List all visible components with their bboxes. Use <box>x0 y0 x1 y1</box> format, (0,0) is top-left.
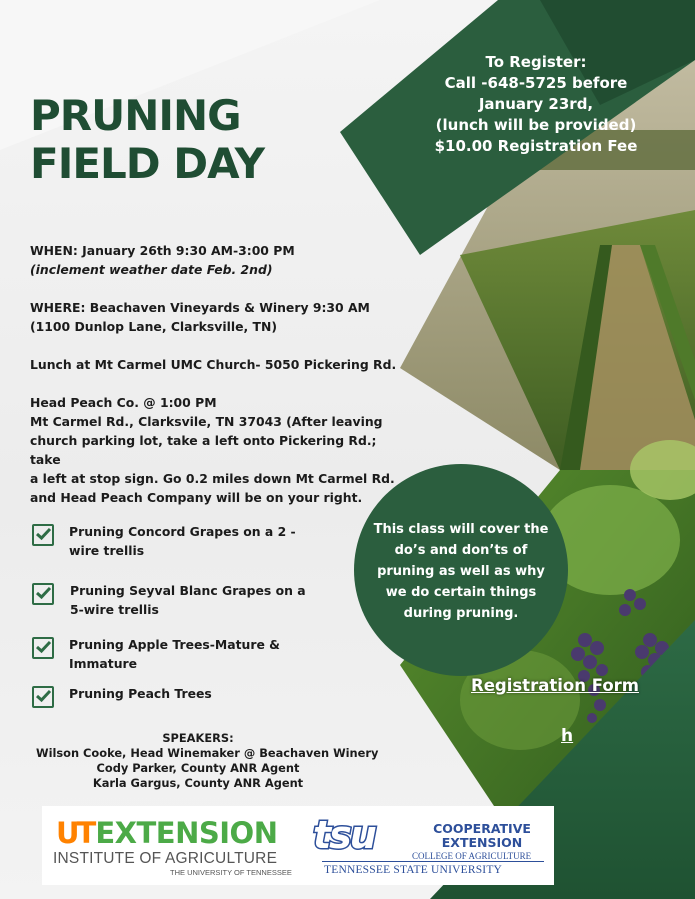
page-title <box>30 92 264 188</box>
peach-line-1: Head Peach Co. @ 1:00 PM <box>30 395 217 410</box>
class-note-line: This class will cover the <box>373 522 549 537</box>
speaker-line: Karla Gargus, County ANR Agent <box>92 776 304 790</box>
topic-text: Pruning Apple Trees-Mature & Immature <box>69 637 280 671</box>
tsu-university-text: TENNESSEE STATE UNIVERSITY <box>324 864 503 876</box>
peach-line-5: and Head Peach Company will be on your right. <box>30 490 363 505</box>
topic-text: Pruning Peach Trees <box>69 686 212 701</box>
where-address: (1100 Dunlop Lane, Clarksville, TN) <box>30 319 277 334</box>
title-line-1: PRUNING <box>30 91 241 140</box>
checkbox-check-icon <box>32 524 54 546</box>
title-line-2: FIELD DAY <box>30 139 265 188</box>
topic-text: Pruning Concord Grapes on a 2 -wire trellis <box>69 524 296 558</box>
class-note-circle <box>354 464 568 676</box>
register-fee: $10.00 Registration Fee <box>434 137 638 155</box>
peach-block <box>30 393 405 507</box>
class-note-line: during pruning. <box>403 606 519 621</box>
where-block <box>30 298 405 336</box>
ut-mark: UT <box>56 816 94 850</box>
ut-institute-text: INSTITUTE OF AGRICULTURE <box>53 850 278 867</box>
tsu-coop-extension <box>410 822 554 850</box>
tsu-logo: tsu <box>313 813 375 857</box>
where-line: WHERE: Beachaven Vineyards & Winery 9:30 AM <box>30 300 370 315</box>
peach-line-3: church parking lot, take a left onto Pickering Rd.; take <box>30 433 377 467</box>
register-lunch-note: (lunch will be provided) <box>435 116 637 134</box>
registration-form-link[interactable]: Registration Form <box>471 676 639 695</box>
class-note-line: pruning as well as why <box>377 564 545 579</box>
event-details <box>30 241 405 507</box>
speakers-block <box>36 731 379 791</box>
when-block <box>30 241 405 279</box>
register-info <box>418 52 654 157</box>
h-link-icon[interactable]: h <box>561 726 574 746</box>
class-note-line: do’s and don’ts of <box>394 543 528 558</box>
register-deadline: January 23rd, <box>478 95 594 113</box>
ut-university-text: THE UNIVERSITY OF TENNESSEE <box>170 868 292 877</box>
class-note-line: we do certain things <box>385 585 537 600</box>
tsu-coop-word: COOPERATIVE <box>433 821 531 836</box>
when-line: WHEN: January 26th 9:30 AM-3:00 PM <box>30 243 295 258</box>
speaker-line: Wilson Cooke, Head Winemaker @ Beachaven Winery <box>36 746 379 760</box>
checkbox-check-icon <box>32 686 54 708</box>
checkbox-check-icon <box>32 583 54 605</box>
speakers-heading: SPEAKERS: <box>162 731 234 745</box>
lunch-line: Lunch at Mt Carmel UMC Church- 5050 Pickering Rd. <box>30 357 397 372</box>
topic-text: Pruning Seyval Blanc Grapes on a 5-wire trellis <box>70 583 306 617</box>
tsu-divider <box>322 861 544 862</box>
peach-line-2: Mt Carmel Rd., Clarksvile, TN 37043 (After leaving <box>30 414 383 429</box>
register-heading: To Register: <box>485 53 587 71</box>
class-note-text <box>354 519 568 624</box>
peach-line-4: a left at stop sign. Go 0.2 miles down Mt Carmel Rd. <box>30 471 395 486</box>
weather-date-line: (inclement weather date Feb. 2nd) <box>30 262 273 277</box>
register-phone: Call -648-5725 before <box>444 74 628 92</box>
ut-extension-logo <box>56 816 277 850</box>
ut-extension-word: EXTENSION <box>95 816 278 850</box>
tsu-college-text: COLLEGE OF AGRICULTURE <box>412 851 532 861</box>
checkbox-check-icon <box>32 637 54 659</box>
speaker-line: Cody Parker, County ANR Agent <box>96 761 300 775</box>
tsu-ext-word: EXTENSION <box>441 835 523 850</box>
